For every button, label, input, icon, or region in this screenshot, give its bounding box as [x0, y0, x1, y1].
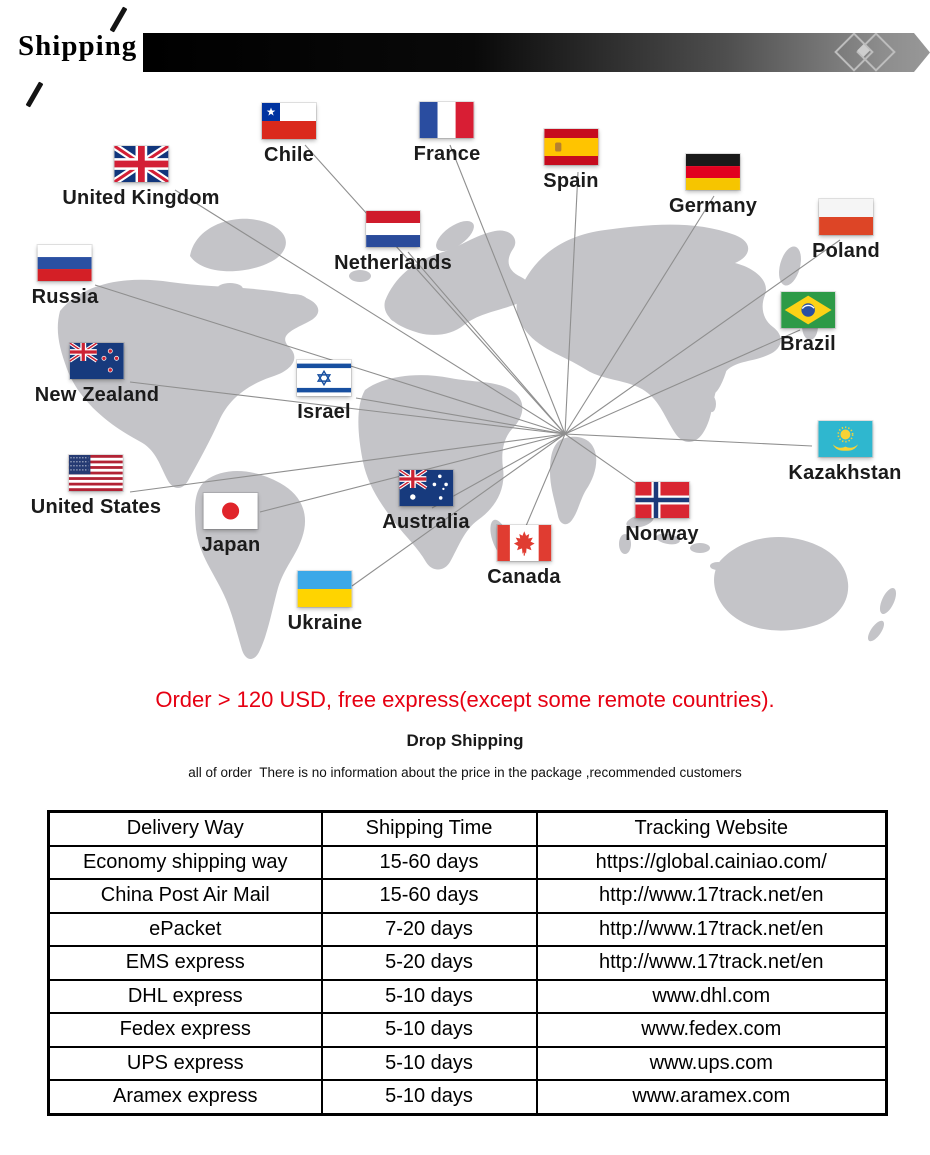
country-france: [414, 102, 481, 166]
country-germany: [669, 154, 757, 218]
france-flag-icon: [420, 102, 474, 138]
table-row: [49, 980, 887, 1014]
table-cell: ePacket: [49, 913, 322, 947]
canada-flag-icon: [497, 525, 551, 561]
country-kazakhstan: [788, 421, 901, 485]
country-label: Germany: [668, 195, 758, 217]
table-cell: 15-60 days: [322, 846, 537, 880]
new-zealand-flag-icon: [70, 343, 124, 379]
chile-flag-icon: [262, 103, 316, 139]
country-israel: [297, 360, 351, 424]
country-netherlands: [334, 211, 452, 275]
united-kingdom-flag-icon: [114, 146, 168, 182]
country-russia: [32, 245, 99, 309]
table-cell: www.ups.com: [537, 1047, 887, 1081]
spain-flag-icon: [544, 129, 598, 165]
table-row: [49, 879, 887, 913]
country-brazil: [780, 292, 836, 356]
country-chile: [262, 103, 316, 167]
table-cell: http://www.17track.net/en: [537, 946, 887, 980]
country-label: Ukraine: [287, 612, 363, 634]
country-label: New Zealand: [34, 384, 160, 406]
country-label: France: [413, 143, 481, 165]
table-row: [49, 812, 887, 846]
country-label: Spain: [543, 170, 599, 192]
country-norway: [625, 482, 698, 546]
table-row: [49, 1080, 887, 1114]
table-row: [49, 1013, 887, 1047]
norway-flag-icon: [635, 482, 689, 518]
country-label: Japan: [201, 534, 261, 556]
country-label: Poland: [812, 240, 880, 262]
table-cell: www.fedex.com: [537, 1013, 887, 1047]
country-united-states: [31, 455, 161, 519]
australia-flag-icon: [399, 470, 453, 506]
country-label: Australia: [382, 511, 470, 533]
country-new-zealand: [35, 343, 159, 407]
table-cell: EMS express: [49, 946, 322, 980]
country-poland: [812, 199, 880, 263]
table-cell: www.dhl.com: [537, 980, 887, 1014]
table-cell: 5-20 days: [322, 946, 537, 980]
table-cell: Aramex express: [49, 1080, 322, 1114]
table-cell: www.aramex.com: [537, 1080, 887, 1114]
table-row: [49, 846, 887, 880]
table-cell: 15-60 days: [322, 879, 537, 913]
country-label: Kazakhstan: [788, 462, 902, 484]
russia-flag-icon: [38, 245, 92, 281]
country-australia: [382, 470, 469, 534]
brazil-flag-icon: [781, 292, 835, 328]
table-cell: http://www.17track.net/en: [537, 879, 887, 913]
table-row: [49, 913, 887, 947]
country-canada: [487, 525, 560, 589]
germany-flag-icon: [686, 154, 740, 190]
table-cell: 5-10 days: [322, 1047, 537, 1081]
decorative-slash-icon: [110, 7, 128, 33]
table-cell: 5-10 days: [322, 980, 537, 1014]
netherlands-flag-icon: [366, 211, 420, 247]
ukraine-flag-icon: [298, 571, 352, 607]
table-cell: Fedex express: [49, 1013, 322, 1047]
country-label: United Kingdom: [62, 187, 220, 209]
table-row: [49, 946, 887, 980]
poland-flag-icon: [819, 199, 873, 235]
table-cell: 7-20 days: [322, 913, 537, 947]
drop-shipping-subtitle: all of order There is no information about the price in the package ,recommended customers: [188, 765, 742, 780]
table-cell: http://www.17track.net/en: [537, 913, 887, 947]
japan-flag-icon: [204, 493, 258, 529]
united-states-flag-icon: [69, 455, 123, 491]
header-bar: [143, 33, 930, 72]
kazakhstan-flag-icon: [818, 421, 872, 457]
table-cell: Economy shipping way: [49, 846, 322, 880]
table-cell: 5-10 days: [322, 1080, 537, 1114]
country-label: Brazil: [780, 333, 836, 355]
country-japan: [202, 493, 261, 557]
shipping-table: [47, 810, 888, 1116]
country-label: Chile: [264, 144, 314, 166]
country-label: Israel: [297, 401, 351, 423]
table-cell: 5-10 days: [322, 1013, 537, 1047]
header-cell: Tracking Website: [537, 812, 887, 846]
country-label: Russia: [31, 286, 99, 308]
country-ukraine: [288, 571, 363, 635]
country-spain: [543, 129, 598, 193]
page-title: Shipping: [18, 30, 138, 62]
country-label: Netherlands: [334, 252, 452, 274]
promo-text: Order > 120 USD, free express(except some remote countries).: [155, 687, 775, 712]
drop-shipping-title: Drop Shipping: [406, 731, 524, 750]
country-label: Norway: [625, 523, 699, 545]
country-label: Canada: [487, 566, 561, 588]
table-cell: DHL express: [49, 980, 322, 1014]
table-cell: https://global.cainiao.com/: [537, 846, 887, 880]
table-cell: UPS express: [49, 1047, 322, 1081]
table-cell: China Post Air Mail: [49, 879, 322, 913]
table-row: [49, 1047, 887, 1081]
israel-flag-icon: [297, 360, 351, 396]
country-united-kingdom: [62, 146, 219, 210]
header-cell: Shipping Time: [322, 812, 537, 846]
country-label: United States: [30, 496, 162, 518]
header-cell: Delivery Way: [49, 812, 322, 846]
